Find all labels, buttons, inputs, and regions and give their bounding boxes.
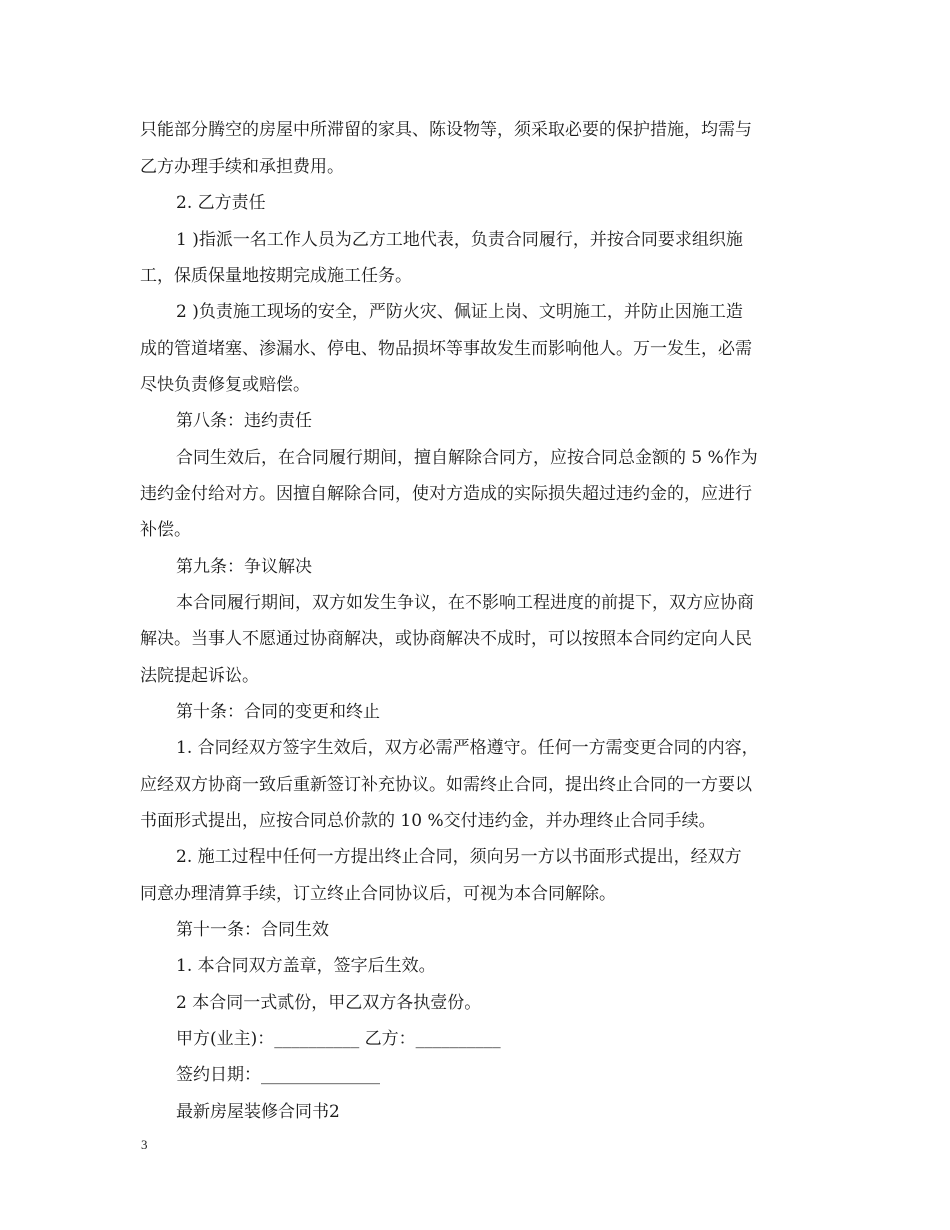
text-line: 违约金付给对方。因擅自解除合同，使对方造成的实际损失超过违约金的，应进行 [140, 484, 752, 504]
text-line: 合同生效后，在合同履行期间，擅自解除合同方，应按合同总金额的 5 %作为 [176, 448, 758, 468]
text-line: 2. 施工过程中任何一方提出终止合同，须向另一方以书面形式提出，经双方 [176, 847, 742, 867]
page-number: 3 [141, 1137, 148, 1152]
text-line: 1. 本合同双方盖章，签字后生效。 [176, 956, 436, 976]
section-heading: 2. 乙方责任 [176, 193, 266, 213]
text-line: 乙方办理手续和承担费用。 [140, 157, 344, 177]
text-line: 补偿。 [140, 520, 191, 540]
text-line: 尽快负责修复或赔偿。 [140, 375, 310, 395]
text-line: 1 )指派一名工作人员为乙方工地代表，负责合同履行，并按合同要求组织施 [176, 230, 743, 250]
text-line: 解决。当事人不愿通过协商解决，或协商解决不成时，可以按照本合同约定向人民 [140, 629, 752, 649]
text-line: 书面形式提出，应按合同总价款的 10 %交付违约金，并办理终止合同手续。 [140, 811, 716, 831]
signature-line: 甲方(业主)：__________ 乙方：__________ [176, 1029, 501, 1049]
article-heading: 第八条：违约责任 [176, 411, 312, 431]
next-document-title: 最新房屋装修合同书2 [176, 1102, 340, 1122]
text-line: 应经双方协商一致后重新签订补充协议。如需终止合同，提出终止合同的一方要以 [140, 775, 752, 795]
article-heading: 第十条：合同的变更和终止 [176, 702, 380, 722]
text-line: 工，保质保量地按期完成施工任务。 [140, 266, 412, 286]
text-line: 2 )负责施工现场的安全，严防火灾、佩证上岗、文明施工，并防止因施工造 [176, 302, 743, 322]
text-line: 只能部分腾空的房屋中所滞留的家具、陈设物等，须采取必要的保护措施，均需与 [140, 120, 752, 140]
article-heading: 第十一条：合同生效 [176, 920, 329, 940]
article-heading: 第九条：争议解决 [176, 557, 312, 577]
text-line: 本合同履行期间，双方如发生争议，在不影响工程进度的前提下，双方应协商 [176, 593, 754, 613]
text-line: 成的管道堵塞、渗漏水、停电、物品损坏等事故发生而影响他人。万一发生，必需 [140, 339, 752, 359]
text-line: 1. 合同经双方签字生效后，双方必需严格遵守。任何一方需变更合同的内容， [176, 738, 759, 758]
text-line: 同意办理清算手续，订立终止合同协议后，可视为本合同解除。 [140, 884, 616, 904]
date-line: 签约日期：______________ [176, 1065, 380, 1085]
text-line: 2 本合同一式贰份，甲乙双方各执壹份。 [176, 993, 482, 1013]
text-line: 法院提起诉讼。 [140, 666, 259, 686]
